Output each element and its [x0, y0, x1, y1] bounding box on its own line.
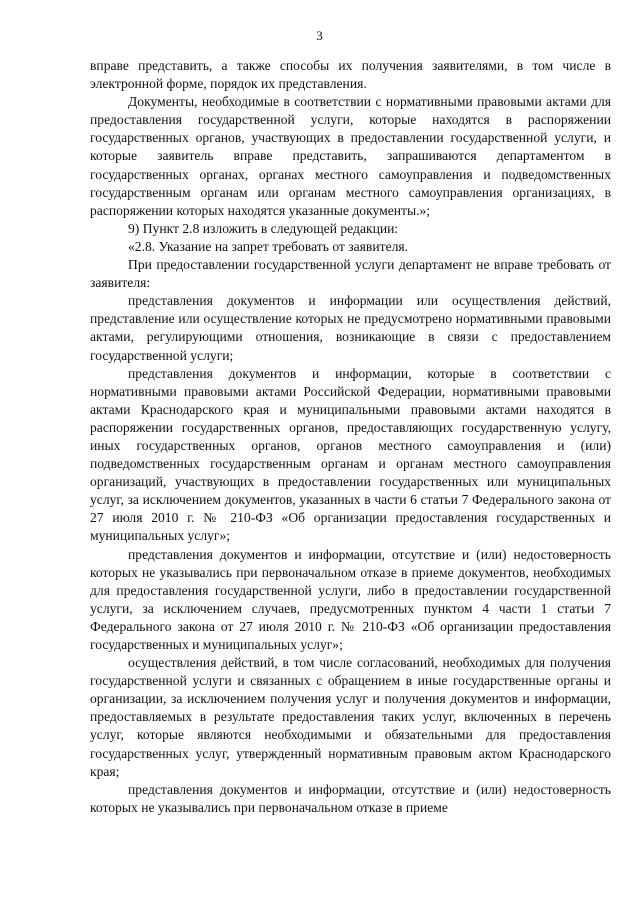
- paragraph-prohibition-4: осуществления действий, в том числе согласований, необходимых для получения государственной услуги и связанных с обращением в иные государственные органы и организации, за исключением получения услуг и получения документов и информации, предоставляемых в результате предоставления таких услуг, включенных в перечень услуг, которые являются необходимыми и обязательными для предоставления государственных услуг, утвержденный нормативным правовым актом Краснодарского края;: [90, 655, 611, 779]
- paragraph-documents-requested: Документы, необходимые в соответствии с нормативными правовыми актами для предоставления государственной услуги, которые находятся в распоряжении государственных органов, участвующих в предоставлении государственной услуги, и которые заявитель вправе представить, запрашиваются департаментом в государственных органах, органах местного самоуправления и подведомственных государственным органам или органам местного самоуправления организациях, в распоряжении которых находятся указанные документы.»;: [90, 94, 611, 218]
- paragraph-prohibition-1: представления документов и информации или осуществления действий, представление или осуществление которых не предусмотрено нормативными правовыми актами, регулирующими отношения, возникающие в связи с предоставлением государственной услуги;: [90, 293, 611, 363]
- paragraph-clause-2-8-heading: «2.8. Указание на запрет требовать от заявителя.: [128, 238, 409, 254]
- paragraph-continuation: вправе представить, а также способы их получения заявителями, в том числе в электронной форме, порядок их представления.: [90, 58, 611, 92]
- paragraph-item-9: 9) Пункт 2.8 изложить в следующей редакции:: [128, 220, 399, 236]
- paragraph-prohibition-5: представления документов и информации, отсутствие и (или) недостоверность которых не указывались при первоначальном отказе в приеме: [90, 781, 611, 815]
- paragraph-prohibition-2: представления документов и информации, которые в соответствии с нормативными правовыми актами Российской Федерации, нормативными правовыми актами Краснодарского края и муниципальными правовыми актами находятся в распоряжении государственных органов, предоставляющих государственную услугу, иных государственных органов, органов местного самоуправления и (или) подведомственных государственным органам и органам местного самоуправления организаций, участвующих в предоставлении государственных или муниципальных услуг, за исключением документов, указанных в части 6 статьи 7 Федерального закона от 27 июля 2010 г. № 210-ФЗ «Об организации предоставления государственных и муниципальных услуг»;: [90, 365, 611, 544]
- document-body: [90, 57, 611, 817]
- paragraph-prohibition-3: представления документов и информации, отсутствие и (или) недостоверность которых не указывались при первоначальном отказе в приеме документов, необходимых для предоставления государственной услуги, либо в предоставлении государственной услуги, за исключением случаев, предусмотренных пунктом 4 части 1 статьи 7 Федерального закона от 27 июля 2010 г. № 210-ФЗ «Об организации предоставления государственных и муниципальных услуг»;: [90, 546, 611, 652]
- paragraph-prohibition-intro: При предоставлении государственной услуги департамент не вправе требовать от заявителя:: [90, 257, 611, 291]
- page-number: 3: [316, 28, 323, 43]
